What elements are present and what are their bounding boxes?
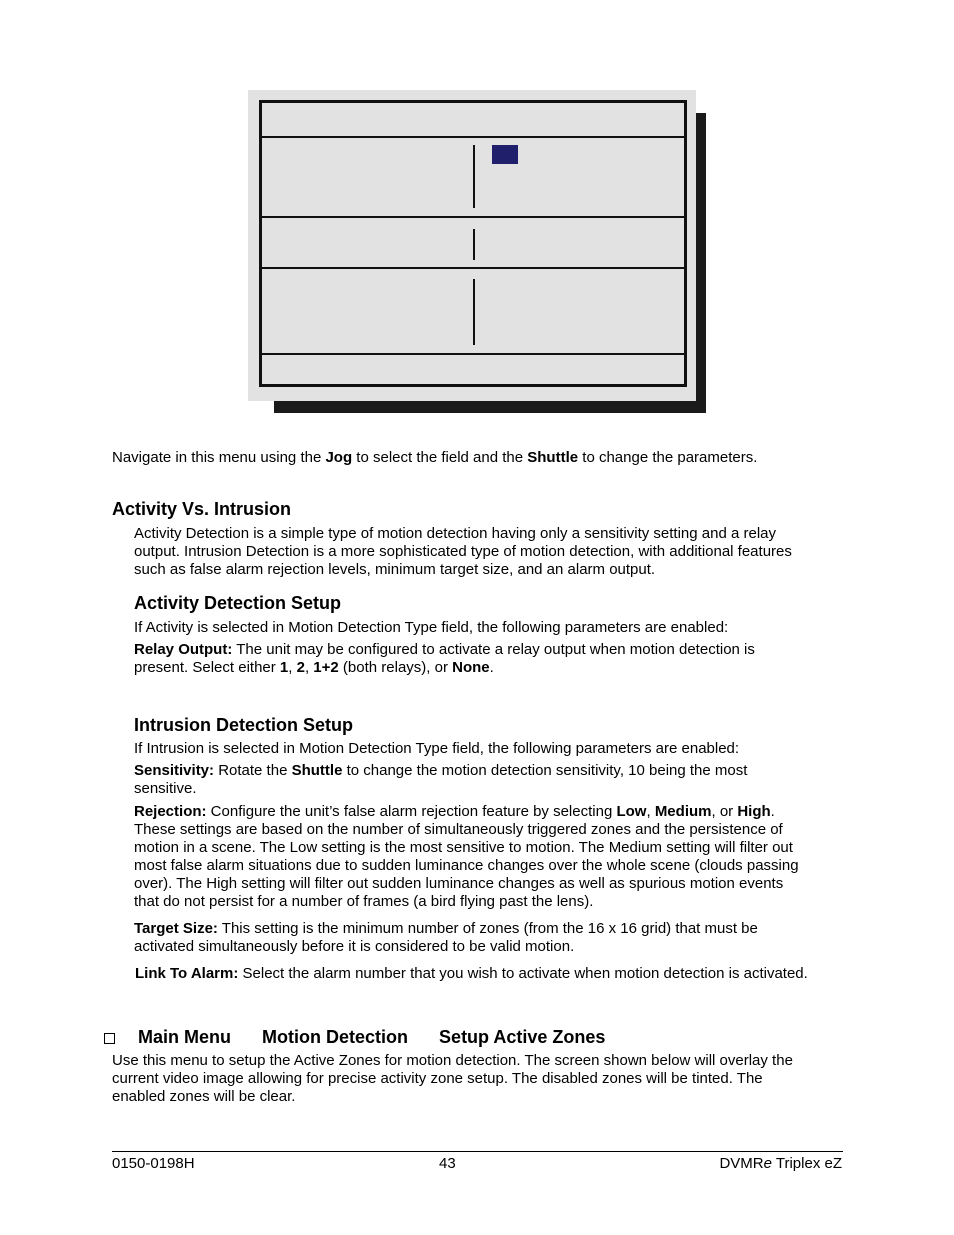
intro-text-post: to change the parameters. — [578, 449, 758, 466]
intrusion-setup-intro: If Intrusion is selected in Motion Detection Type field, the following parameters are enabled: — [134, 740, 740, 757]
menu-divider-2 — [262, 267, 684, 269]
body-line: These settings are based on the number of simultaneously triggered zones and the persistence of — [134, 821, 783, 838]
menu-divider-1 — [262, 216, 684, 218]
link-to-alarm-label: Link To Alarm: — [135, 965, 239, 982]
body-text: Select the alarm number that you wish to activate when motion detection is activated. — [238, 965, 808, 982]
product-name-suffix: Triplex eZ — [771, 1155, 842, 1172]
shuttle-term: Shuttle — [291, 762, 343, 779]
body-text: This setting is the minimum number of zones (from the 16 x 16 grid) that must be — [217, 920, 758, 937]
menu-divider-title — [262, 136, 684, 138]
intro-shuttle: Shuttle — [527, 449, 579, 466]
body-text: (both relays), or — [338, 659, 453, 676]
rejection-label: Rejection: — [134, 803, 207, 820]
rejection-medium: Medium — [654, 803, 712, 820]
sensitivity-label: Sensitivity: — [134, 762, 215, 779]
relay-output-label: Relay Output: — [134, 641, 233, 658]
body-line: The unit may be configured to activate a relay output when motion detection is — [232, 641, 755, 658]
footer-doc-number: 0150-0198H — [112, 1155, 195, 1172]
body-line: over). The High setting will filter out sudden luminance changes as well as spurious motion events — [134, 875, 784, 892]
body-line: most false alarm situations due to sudden luminance changes over the whole scene (clouds passing — [134, 857, 799, 874]
menu-selection-cursor — [492, 145, 518, 164]
menu-divider-3 — [262, 353, 684, 355]
body-line: motion in a scene. The Low setting is the most sensitive to motion. The Medium setting will filter out — [134, 839, 793, 856]
body-line: Use this menu to setup the Active Zones for motion detection. The screen shown below will overlay the — [112, 1052, 793, 1069]
separator: , or — [711, 803, 738, 820]
relay-output-description — [134, 641, 755, 677]
menu-column-separator-3 — [473, 279, 475, 345]
rejection-low: Low — [616, 803, 647, 820]
section-heading-active-zones — [104, 1026, 605, 1048]
body-text: . — [770, 803, 775, 820]
footer-product-name — [719, 1155, 842, 1173]
body-line: Activity Detection is a simple type of motion detection having only a sensitivity setting and a relay — [134, 525, 776, 542]
separator: , — [646, 803, 655, 820]
body-line: activated simultaneously before it is considered to be valid motion. — [134, 938, 575, 955]
separator: , — [304, 659, 314, 676]
body-text: . — [489, 659, 494, 676]
body-line: current video image allowing for precise activity zone setup. The disabled zones will be tinted. The — [112, 1070, 763, 1087]
option-2: 2 — [296, 659, 305, 676]
product-name: DVMR — [719, 1155, 764, 1172]
product-name-italic: e — [763, 1155, 772, 1172]
menu-column-separator-1 — [473, 145, 475, 208]
heading-intrusion-detection-setup: Intrusion Detection Setup — [134, 715, 354, 735]
body-text: Rotate the — [214, 762, 292, 779]
body-text: Configure the unit’s false alarm rejection feature by selecting — [206, 803, 617, 820]
body-line: such as false alarm rejection levels, minimum target size, and an alarm output. — [134, 561, 656, 578]
link-to-alarm-description — [135, 965, 808, 983]
activity-setup-intro: If Activity is selected in Motion Detection Type field, the following parameters are enabled: — [134, 619, 729, 636]
body-text: to change the motion detection sensitivity, 10 being the most — [342, 762, 748, 779]
navigation-instructions — [112, 449, 757, 467]
menu-frame — [259, 100, 687, 387]
body-text: present. Select either — [134, 659, 280, 676]
footer-rule — [112, 1151, 843, 1152]
breadcrumb-motion-detection: Motion Detection — [262, 1027, 409, 1047]
checkbox-bullet-icon — [104, 1033, 115, 1044]
body-line: output. Intrusion Detection is a more sophisticated type of motion detection, with additional features — [134, 543, 792, 560]
target-size-description — [134, 920, 758, 956]
breadcrumb-main-menu: Main Menu — [138, 1027, 232, 1047]
rejection-description — [134, 803, 799, 911]
footer-page-number: 43 — [439, 1155, 456, 1172]
option-none: None — [452, 659, 490, 676]
body-line: enabled zones will be clear. — [112, 1088, 296, 1105]
activity-vs-intrusion-body — [134, 525, 792, 579]
menu-column-separator-2 — [473, 229, 475, 260]
heading-activity-vs-intrusion: Activity Vs. Intrusion — [112, 499, 292, 519]
breadcrumb-setup-active-zones: Setup Active Zones — [439, 1027, 606, 1047]
body-line: sensitive. — [134, 780, 197, 797]
active-zones-body — [112, 1052, 793, 1106]
rejection-high: High — [737, 803, 771, 820]
intro-jog: Jog — [325, 449, 353, 466]
sensitivity-description — [134, 762, 747, 798]
separator: , — [288, 659, 297, 676]
heading-activity-detection-setup: Activity Detection Setup — [134, 593, 342, 613]
option-1: 1 — [279, 659, 289, 676]
target-size-label: Target Size: — [134, 920, 218, 937]
intro-text: Navigate in this menu using the — [112, 449, 326, 466]
option-1-plus-2: 1+2 — [313, 659, 339, 676]
intro-text-mid: to select the field and the — [352, 449, 528, 466]
body-line: that do not persist for a number of frames (a bird flying past the lens). — [134, 893, 594, 910]
